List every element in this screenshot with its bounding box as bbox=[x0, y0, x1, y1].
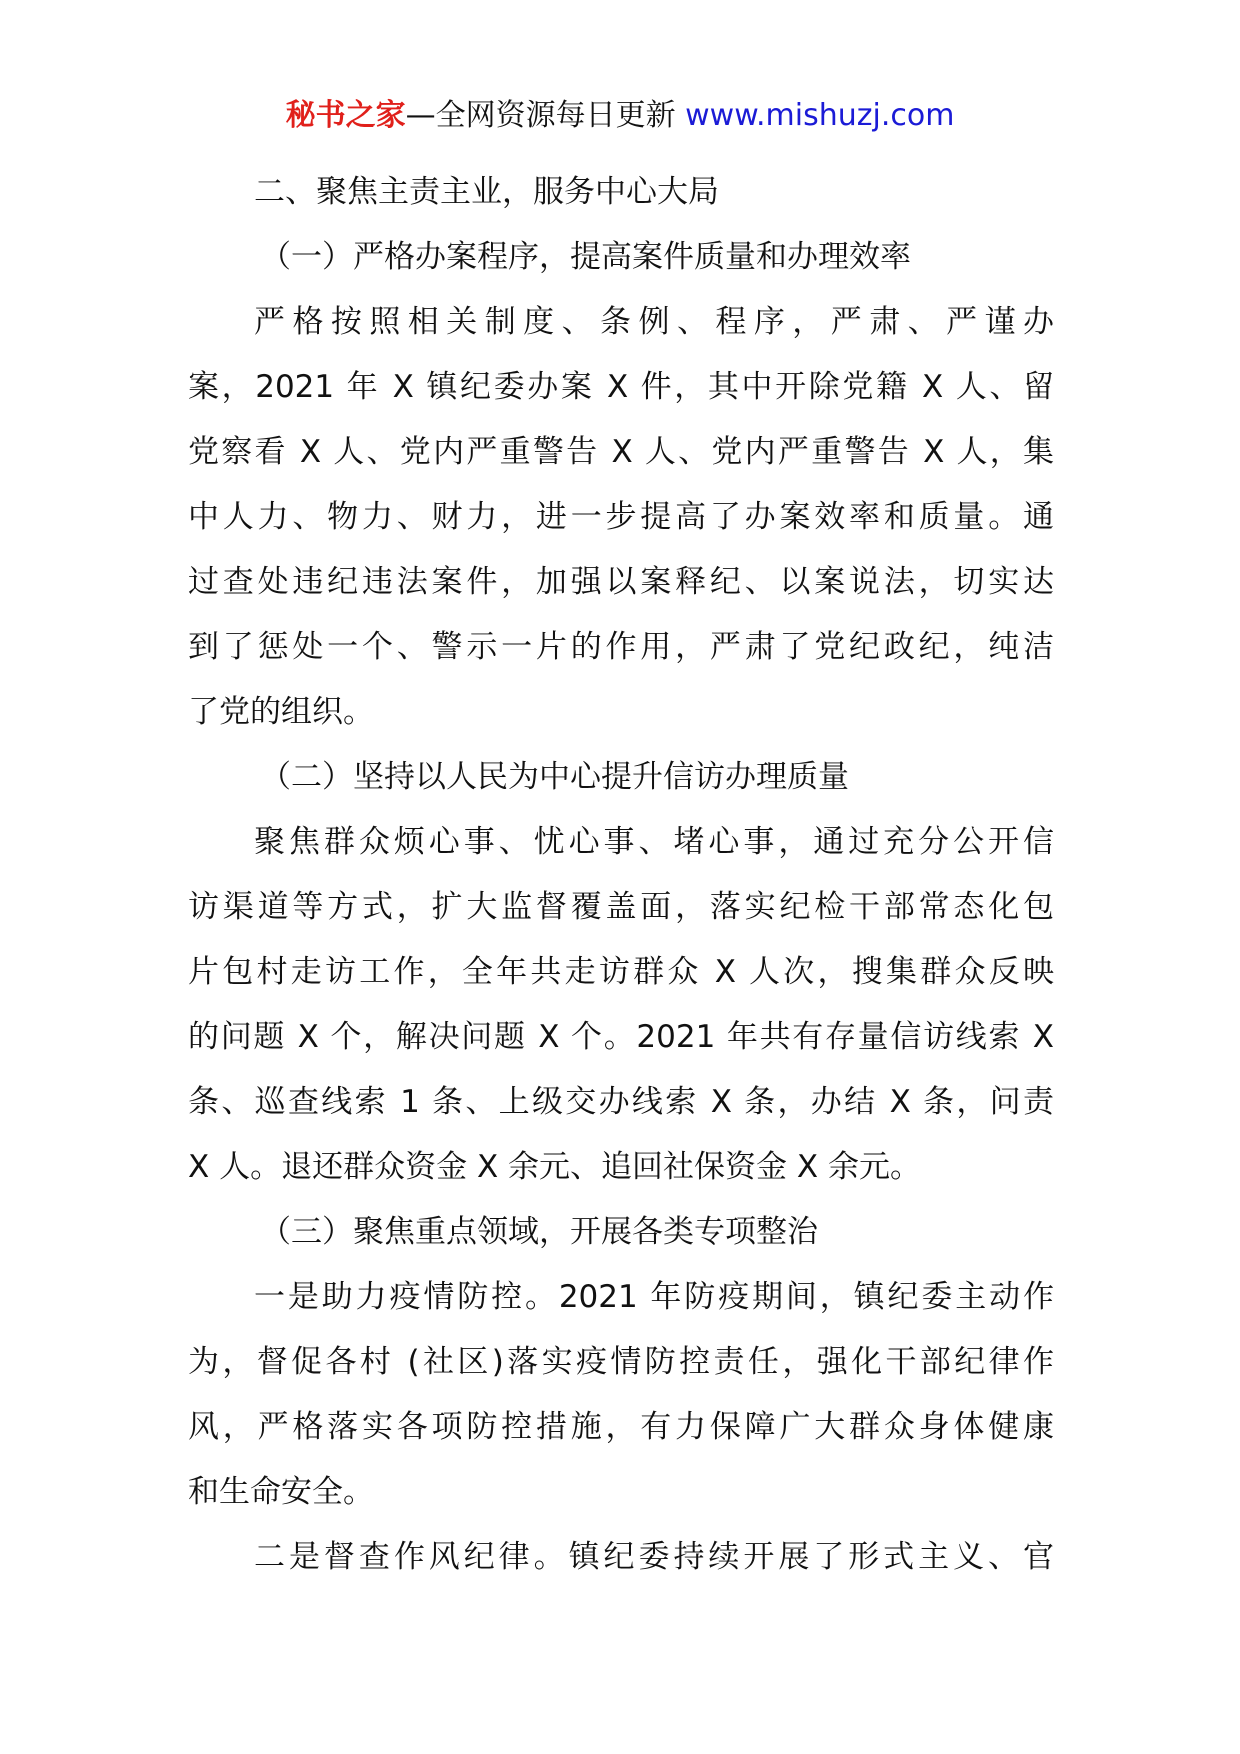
subsection-heading-3: （三）聚焦重点领域，开展各类专项整治 bbox=[260, 1214, 818, 1250]
site-header bbox=[0, 96, 1240, 136]
subsection-heading-1: （一）严格办案程序，提高案件质量和办理效率 bbox=[260, 239, 911, 275]
paragraph-line: 片包村走访工作，全年共走访群众 X 人次，搜集群众反映 bbox=[188, 954, 1054, 990]
paragraph-line: 为，督促各村 (社区)落实疫情防控责任，强化干部纪律作 bbox=[188, 1344, 1054, 1380]
section-heading: 二、聚焦主责主业，服务中心大局 bbox=[254, 174, 719, 210]
paragraph-line: 和生命安全。 bbox=[188, 1474, 374, 1510]
paragraph-line: 案，2021 年 X 镇纪委办案 X 件，其中开除党籍 X 人、留 bbox=[188, 369, 1054, 405]
paragraph-line: 中人力、物力、财力，进一步提高了办案效率和质量。通 bbox=[188, 499, 1054, 535]
paragraph-line: 二是督查作风纪律。镇纪委持续开展了形式主义、官 bbox=[254, 1539, 1054, 1575]
paragraph-line: 了党的组织。 bbox=[188, 694, 374, 730]
paragraph-line: X 人。退还群众资金 X 余元、追回社保资金 X 余元。 bbox=[188, 1149, 921, 1185]
paragraph-line: 访渠道等方式，扩大监督覆盖面，落实纪检干部常态化包 bbox=[188, 889, 1054, 925]
site-tagline: —全网资源每日更新 bbox=[405, 98, 676, 133]
document-body bbox=[188, 160, 1054, 1590]
paragraph-line: 风，严格落实各项防控措施，有力保障广大群众身体健康 bbox=[188, 1409, 1054, 1445]
paragraph-line: 聚焦群众烦心事、忧心事、堵心事，通过充分公开信 bbox=[254, 824, 1054, 860]
paragraph-line: 一是助力疫情防控。2021 年防疫期间，镇纪委主动作 bbox=[254, 1279, 1054, 1315]
site-brand: 秘书之家 bbox=[285, 98, 406, 133]
paragraph-line: 的问题 X 个，解决问题 X 个。2021 年共有存量信访线索 X bbox=[188, 1019, 1054, 1055]
paragraph-line: 过查处违纪违法案件，加强以案释纪、以案说法，切实达 bbox=[188, 564, 1054, 600]
paragraph-line: 条、巡查线索 1 条、上级交办线索 X 条，办结 X 条，问责 bbox=[188, 1084, 1054, 1120]
paragraph-line: 到了惩处一个、警示一片的作用，严肃了党纪政纪，纯洁 bbox=[188, 629, 1054, 665]
paragraph-line: 党察看 X 人、党内严重警告 X 人、党内严重警告 X 人，集 bbox=[188, 434, 1054, 470]
site-url-link[interactable]: www.mishuzj.com bbox=[685, 98, 955, 133]
paragraph-line: 严格按照相关制度、条例、程序，严肃、严谨办 bbox=[254, 304, 1054, 340]
subsection-heading-2: （二）坚持以人民为中心提升信访办理质量 bbox=[260, 759, 849, 795]
